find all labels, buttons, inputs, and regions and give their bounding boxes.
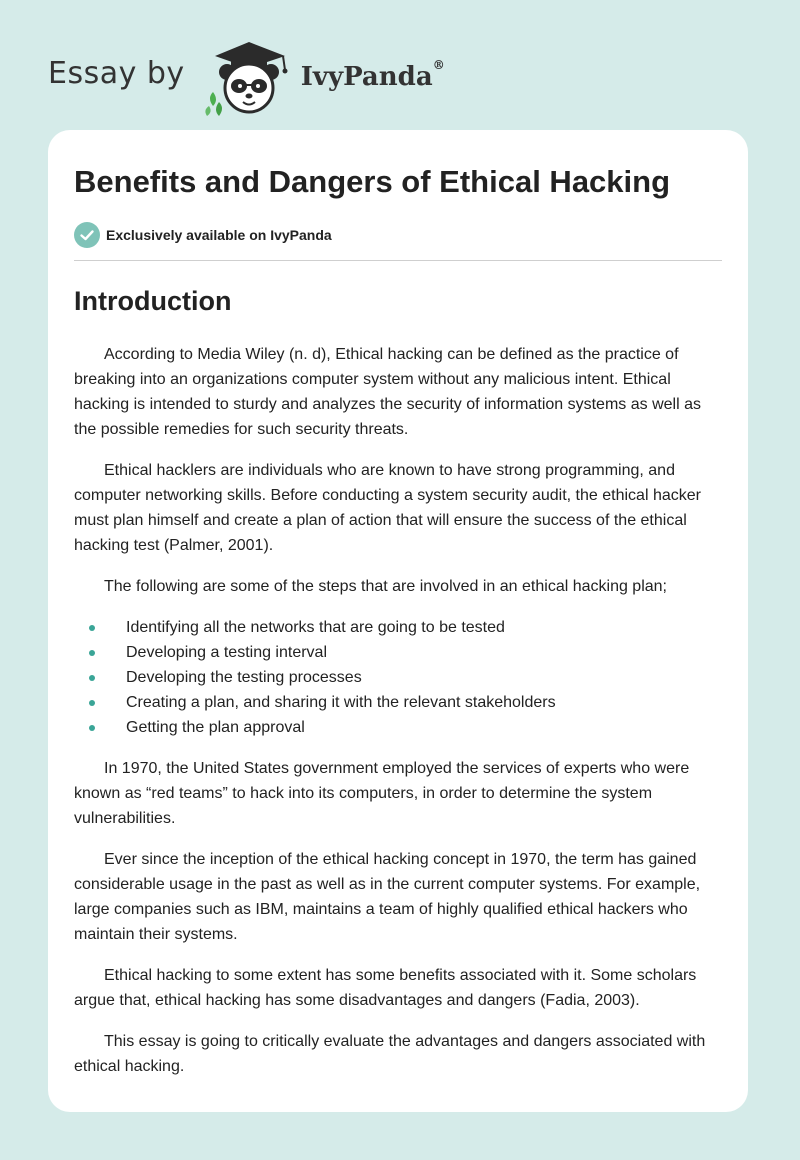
steps-list (74, 615, 722, 740)
section-heading-introduction: Introduction (74, 286, 232, 316)
bullet-dot-icon (89, 650, 95, 656)
essay-body (74, 342, 722, 1095)
panda-logo-icon[interactable] (203, 36, 299, 116)
bullet-dot-icon (89, 675, 95, 681)
title-divider (74, 260, 722, 261)
list-item: Identifying all the networks that are going to be tested (74, 615, 722, 640)
bullet-dot-icon (89, 725, 95, 731)
essay-by-label: Essay by (48, 55, 185, 91)
list-item: Creating a plan, and sharing it with the relevant stakeholders (74, 690, 722, 715)
exclusive-badge (74, 222, 332, 248)
essay-card (48, 130, 748, 1112)
list-item: Developing the testing processes (74, 665, 722, 690)
exclusive-badge-label: Exclusively available on IvyPanda (106, 227, 332, 243)
paragraph: Ethical hacklers are individuals who are known to have strong programming, and computer networking skills. Before conducting a system security audit, the ethical hacker must plan himself and create a plan of action that will ensure the success of the ethical hacking test (Palmer, 2001). (74, 462, 701, 554)
check-circle-icon (74, 222, 100, 248)
list-item: Getting the plan approval (74, 715, 722, 740)
list-item: Developing a testing interval (74, 640, 722, 665)
bullet-dot-icon (89, 625, 95, 631)
paragraph: The following are some of the steps that are involved in an ethical hacking plan; (104, 578, 667, 595)
paragraph: In 1970, the United States government employed the services of experts who were known as “red teams” to hack into its computers, in order to determine the system vulnerabilities. (74, 760, 690, 827)
paragraph: Ethical hacking to some extent has some benefits associated with it. Some scholars argue that, ethical hacking has some disadvantages and dangers (Fadia, 2003). (74, 967, 697, 1009)
registered-mark: ® (432, 58, 445, 72)
paragraph: This essay is going to critically evaluate the advantages and dangers associated with ethical hacking. (74, 1033, 706, 1075)
bullet-dot-icon (89, 700, 95, 706)
paragraph: According to Media Wiley (n. d), Ethical hacking can be defined as the practice of breaking into an organizations computer system without any malicious intent. Ethical hacking is intended to sturdy and analyzes the security of information systems as well as the possible remedies for such security threats. (74, 346, 701, 438)
essay-title: Benefits and Dangers of Ethical Hacking (74, 164, 671, 199)
site-header (48, 36, 445, 116)
paragraph: Ever since the inception of the ethical hacking concept in 1970, the term has gained considerable usage in the past as well as in the current computer systems. For example, large companies such as IBM, maintains a team of highly qualified ethical hackers who maintain their systems. (74, 851, 701, 943)
brand-name[interactable]: IvyPanda® (300, 58, 445, 92)
